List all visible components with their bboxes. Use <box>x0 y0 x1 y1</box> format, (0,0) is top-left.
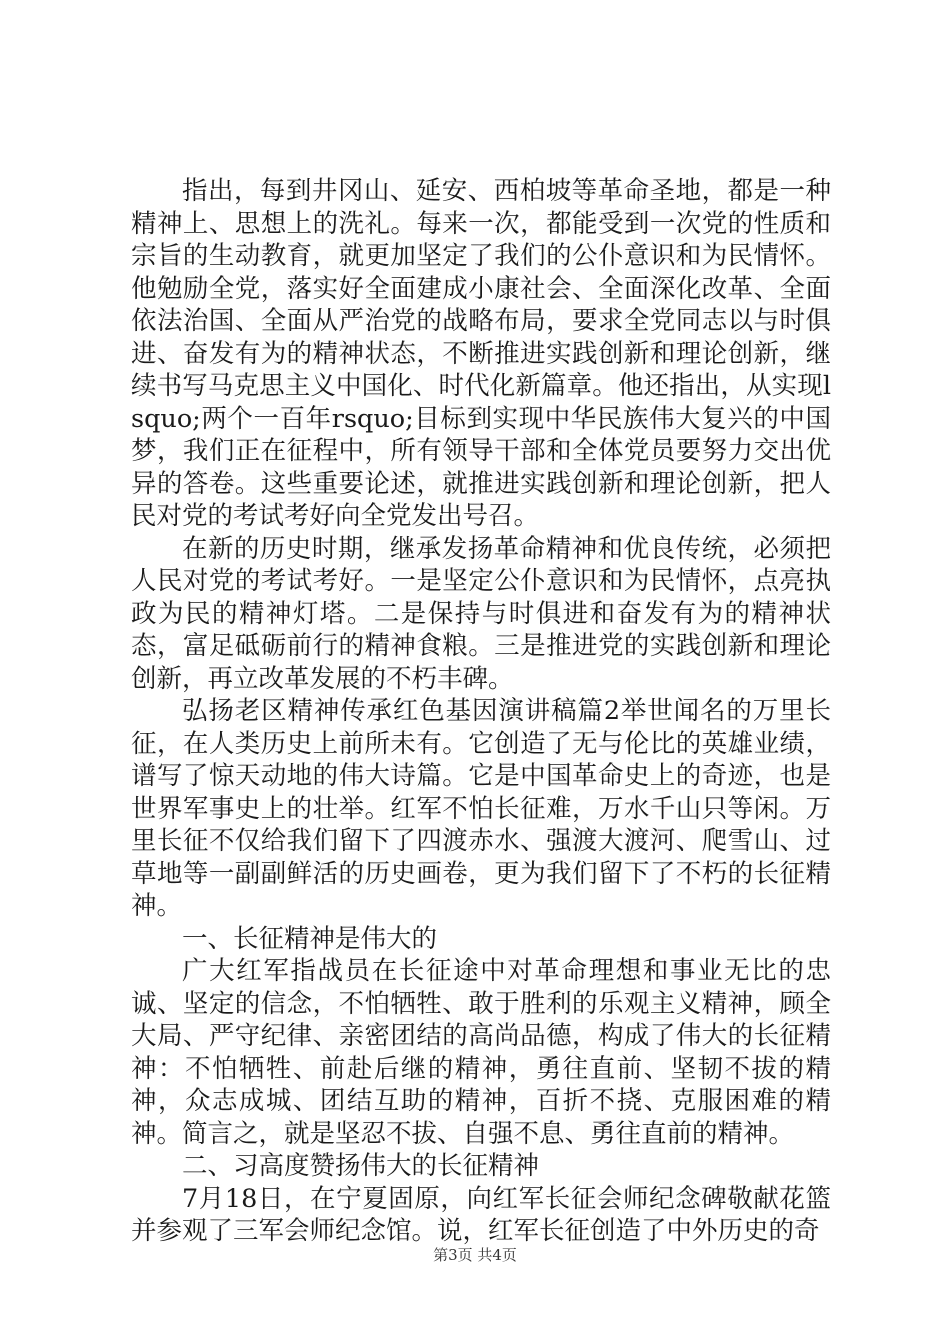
page-number-footer: 第3页 共4页 <box>433 1246 517 1264</box>
section-heading-2: 二、习高度赞扬伟大的长征精神 <box>182 1151 540 1181</box>
paragraph-1: 指出，每到井冈山、延安、西柏坡等革命圣地，都是一种精神上、思想上的洗礼。每来一次，都能受到一次党的性质和宗旨的生动教育，就更加坚定了我们的公仆意识和为民情怀。他勉励全党，落实好全面建成小康社会、全面深化改革、全面依法治国、全面从严治党的战略布局，要求全党同志以与时俱进、奋发有为的精神状态，不断推进实践创新和理论创新，继续书写马克思主义中国化、时代化新篇章。他还指出，从实现lsquo;两个一百年rsquo;目标到实现中华民族伟大复兴的中国梦，我们正在征程中，所有领导干部和全体党员要努力交出优异的答卷。这些重要论述，就推进实践创新和理论创新，把人民对党的考试考好向全党发出号召。 <box>131 176 831 531</box>
paragraph-5: 7月18日，在宁夏固原，向红军长征会师纪念碑敬献花篮并参观了三军会师纪念馆。说，红军长征创造了中外历史的奇 <box>131 1183 831 1246</box>
paragraph-4: 广大红军指战员在长征途中对革命理想和事业无比的忠诚、坚定的信念，不怕牺牲、敢于胜利的乐观主义精神，顾全大局、严守纪律、亲密团结的高尚品德，构成了伟大的长征精神：不怕牺牲、前赴后继的精神，勇往直前、坚韧不拔的精神，众志成城、团结互助的精神，百折不挠、克服困难的精神。简言之，就是坚忍不拔、自强不息、勇往直前的精神。 <box>131 956 831 1149</box>
paragraph-2: 在新的历史时期，继承发扬革命精神和优良传统，必须把人民对党的考试考好。一是坚定公仆意识和为民情怀，点亮执政为民的精神灯塔。二是保持与时俱进和奋发有为的精神状态，富足砥砺前行的精神食粮。三是推进党的实践创新和理论创新，再立改革发展的不朽丰碑。 <box>131 533 831 694</box>
document-body <box>131 175 831 1248</box>
section-heading-1: 一、长征精神是伟大的 <box>182 923 438 954</box>
paragraph-3: 弘扬老区精神传承红色基因演讲稿篇2举世闻名的万里长征，在人类历史上前所未有。它创造了无与伦比的英雄业绩，谱写了惊天动地的伟大诗篇。它是中国革命史上的奇迹，也是世界军事史上的壮举。红军不怕长征难，万水千山只等闲。万里长征不仅给我们留下了四渡赤水、强渡大渡河、爬雪山、过草地等一副副鲜活的历史画卷，更为我们留下了不朽的长征精神。 <box>131 696 831 921</box>
